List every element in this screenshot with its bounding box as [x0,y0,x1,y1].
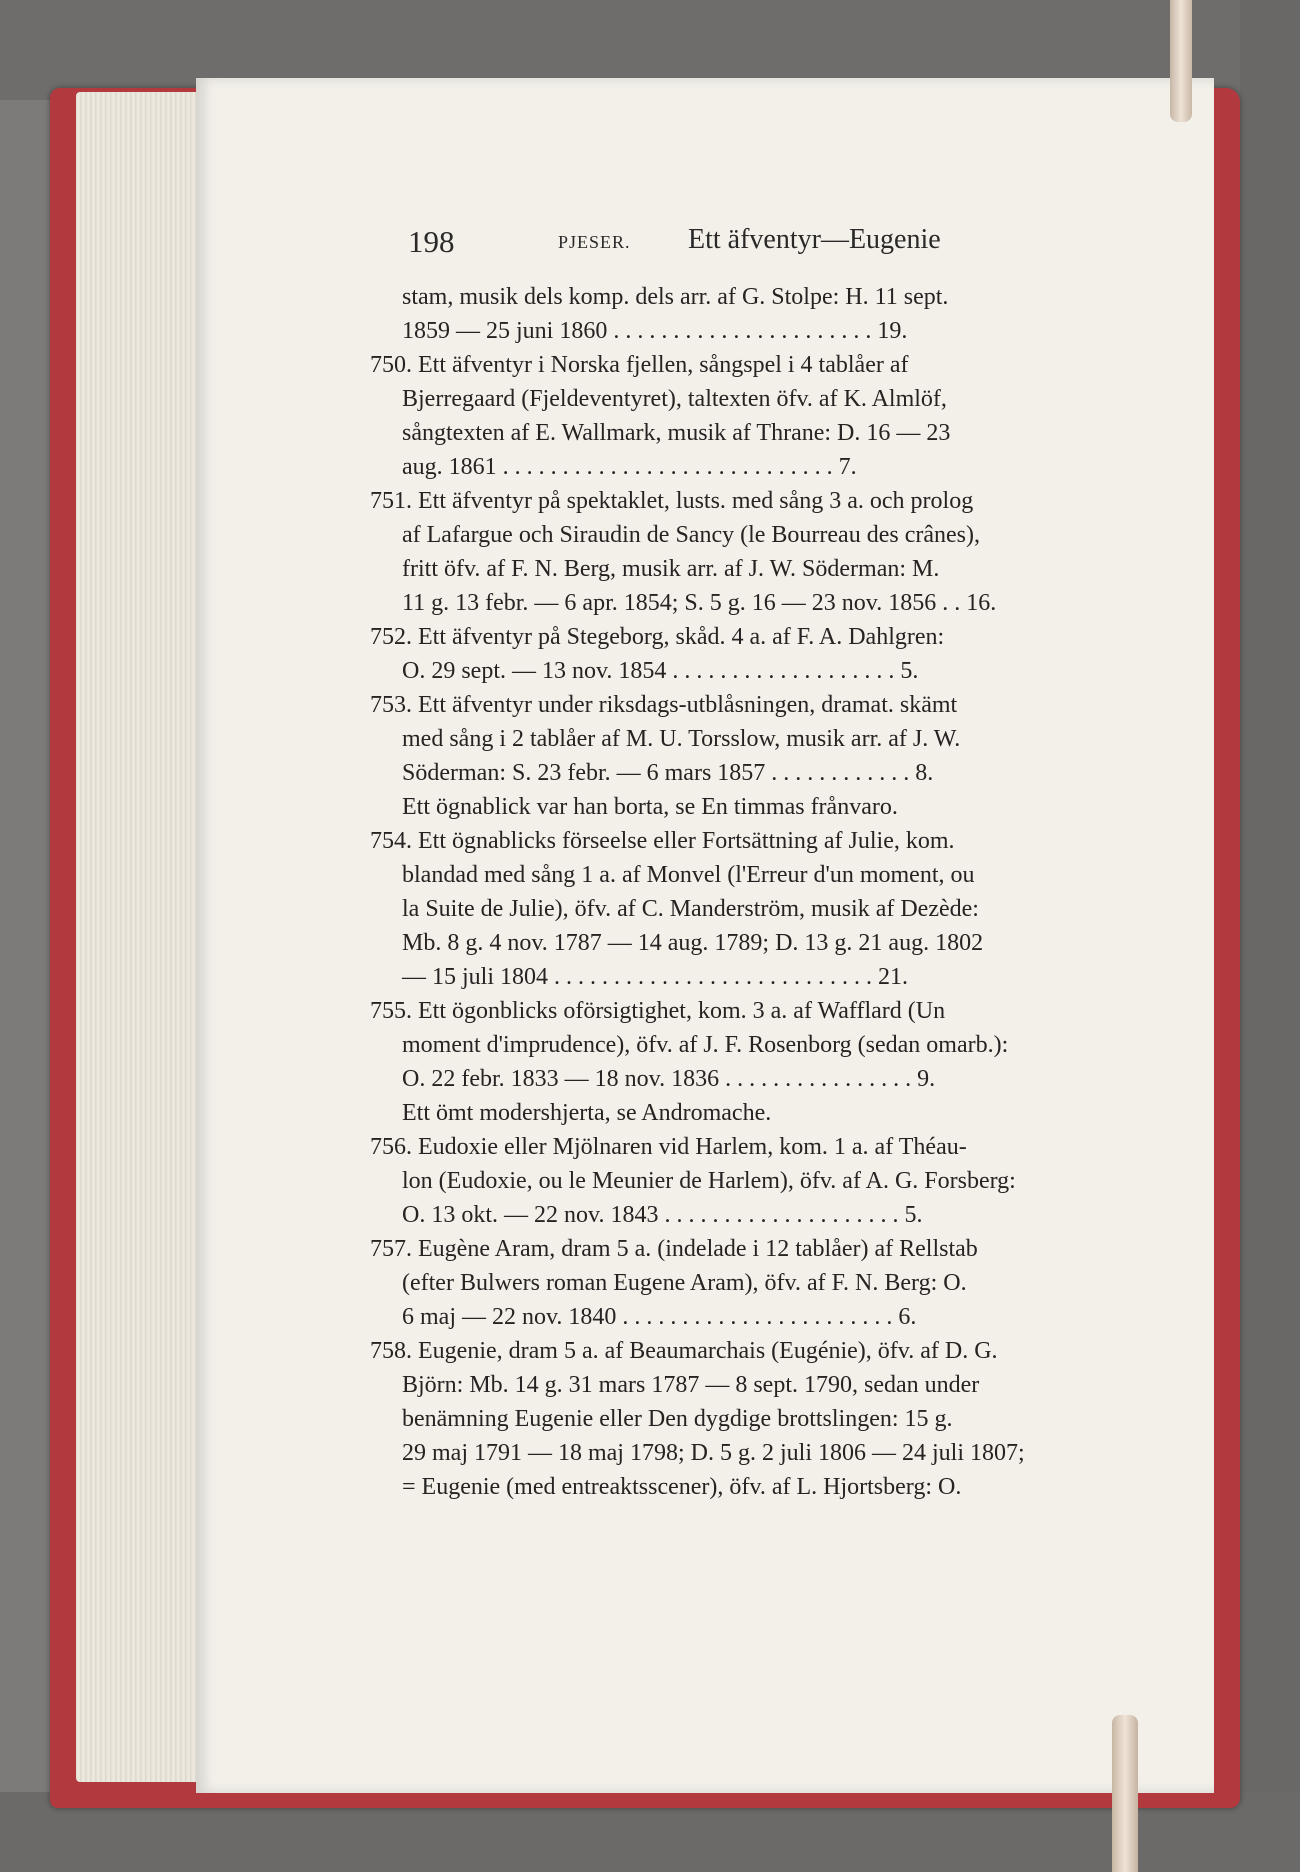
text-line: Björn: Mb. 14 g. 31 mars 1787 — 8 sept. 1790, sedan under [402,1372,980,1398]
text-line: 757. Eugène Aram, dram 5 a. (indelade i 12 tablåer) af Rellstab [370,1236,978,1262]
text-line: 11 g. 13 febr. — 6 apr. 1854; S. 5 g. 16 — 23 nov. 1856 . . 16. [402,590,997,616]
text-line: Ett ögnablick var han borta, se En timmas frånvaro. [402,794,898,820]
text-line: blandad med sång 1 a. af Monvel (l'Erreur d'un moment, ou [402,862,975,888]
header-title: Ett äfventyr—Eugenie [688,224,941,255]
text-line: 758. Eugenie, dram 5 a. af Beaumarchais (Eugénie), öfv. af D. G. [370,1338,998,1364]
text-line: Mb. 8 g. 4 nov. 1787 — 14 aug. 1789; D. 13 g. 21 aug. 1802 [402,930,984,956]
text-line: — 15 juli 1804 . . . . . . . . . . . . . . . . . . . . . . . . . . . 21. [402,964,909,990]
text-line: fritt öfv. af F. N. Berg, musik arr. af J. W. Söderman: M. [402,556,940,582]
text-line: O. 13 okt. — 22 nov. 1843 . . . . . . . . . . . . . . . . . . . . 5. [402,1202,923,1228]
text-line: O. 22 febr. 1833 — 18 nov. 1836 . . . . . . . . . . . . . . . . 9. [402,1066,936,1092]
scanner-background-right [1240,0,1300,1872]
text-line: Ett ömt modershjerta, se Andromache. [402,1100,772,1126]
text-line: 6 maj — 22 nov. 1840 . . . . . . . . . . . . . . . . . . . . . . . 6. [402,1304,917,1330]
text-line: 751. Ett äfventyr på spektaklet, lusts. med sång 3 a. och prolog [370,488,974,514]
text-line: benämning Eugenie eller Den dygdige brottslingen: 15 g. [402,1406,953,1432]
text-line: lon (Eudoxie, ou le Meunier de Harlem), öfv. af A. G. Forsberg: [402,1168,1016,1194]
text-line: aug. 1861 . . . . . . . . . . . . . . . . . . . . . . . . . . . . 7. [402,454,857,480]
text-line: stam, musik dels komp. dels arr. af G. Stolpe: H. 11 sept. [402,284,949,310]
text-line: 756. Eudoxie eller Mjölnaren vid Harlem, kom. 1 a. af Théau- [370,1134,967,1160]
page-number: 198 [408,224,455,259]
text-line: 1859 — 25 juni 1860 . . . . . . . . . . . . . . . . . . . . . . 19. [402,318,908,344]
text-line: Bjerregaard (Fjeldeventyret), taltexten öfv. af K. Almlöf, [402,386,947,412]
text-line: af Lafargue och Siraudin de Sancy (le Bourreau des crânes), [402,522,980,548]
text-line: O. 29 sept. — 13 nov. 1854 . . . . . . . . . . . . . . . . . . . 5. [402,658,919,684]
bookmark-ribbon-top [1170,0,1192,122]
text-line: med sång i 2 tablåer af M. U. Torsslow, musik arr. af J. W. [402,726,961,752]
text-line: Söderman: S. 23 febr. — 6 mars 1857 . . . . . . . . . . . . 8. [402,760,934,786]
text-line: 754. Ett ögnablicks förseelse eller Fortsättning af Julie, kom. [370,828,955,854]
text-line: 753. Ett äfventyr under riksdags-utblåsningen, dramat. skämt [370,692,958,718]
running-header [408,222,1168,262]
text-line: 755. Ett ögonblicks oförsigtighet, kom. 3 a. af Wafflard (Un [370,998,946,1024]
text-line: la Suite de Julie), öfv. af C. Manderström, musik af Dezède: [402,896,979,922]
header-section: PJESER. [558,232,631,252]
text-line: 750. Ett äfventyr i Norska fjellen, sångspel i 4 tablåer af [370,352,909,378]
text-line: moment d'imprudence), öfv. af J. F. Rosenborg (sedan omarb.): [402,1032,1009,1058]
page-edges [76,92,206,1782]
page-body [370,280,1170,1504]
text-line: sångtexten af E. Wallmark, musik af Thrane: D. 16 — 23 [402,420,951,446]
text-line: = Eugenie (med entreaktsscener), öfv. af L. Hjortsberg: O. [402,1474,962,1500]
text-line: 752. Ett äfventyr på Stegeborg, skåd. 4 a. af F. A. Dahlgren: [370,624,945,650]
bookmark-ribbon-bottom [1112,1715,1138,1872]
text-line: (efter Bulwers roman Eugene Aram), öfv. af F. N. Berg: O. [402,1270,967,1296]
text-line: 29 maj 1791 — 18 maj 1798; D. 5 g. 2 juli 1806 — 24 juli 1807; [402,1440,1025,1466]
